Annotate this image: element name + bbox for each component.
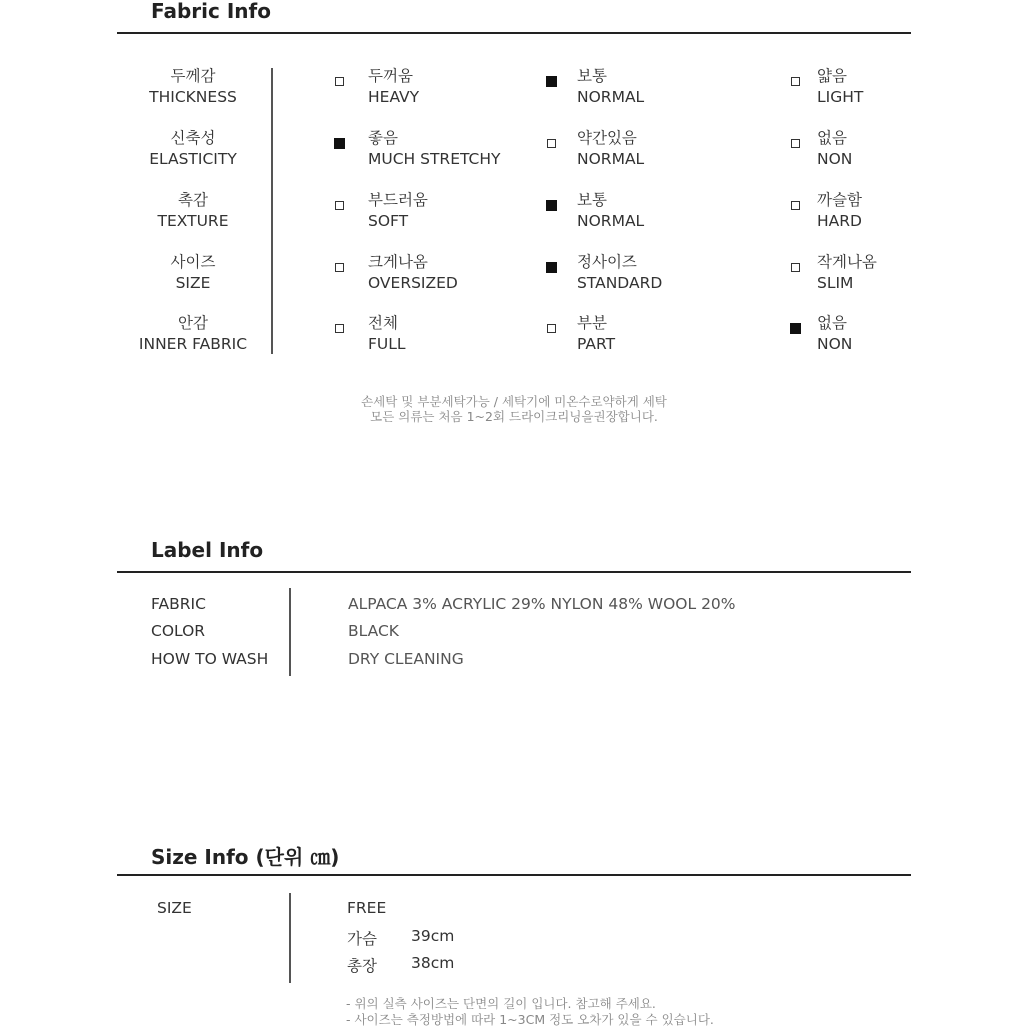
fabric-attr-ko: 사이즈 xyxy=(170,253,216,271)
fabric-option-ko: 없음 xyxy=(817,314,847,332)
fabric-option-ko: 얇음 xyxy=(817,67,847,85)
size-free: FREE xyxy=(347,899,387,917)
fabric-option-en: HARD xyxy=(817,212,862,230)
fabric-option-en: MUCH STRETCHY xyxy=(368,150,501,168)
fabric-attr-label xyxy=(113,313,273,355)
fabric-option-ko: 부드러움 xyxy=(368,191,428,209)
checkbox-empty-icon xyxy=(335,77,344,86)
fabric-option-en: PART xyxy=(577,335,616,353)
fabric-option xyxy=(817,252,877,294)
fabric-option-ko: 정사이즈 xyxy=(577,253,637,271)
care-note xyxy=(300,394,728,424)
size-note-line2: - 사이즈는 측정방법에 따라 1~3CM 정도 오차가 있을 수 있습니다. xyxy=(346,1012,714,1027)
fabric-option xyxy=(817,66,863,108)
checkbox-empty-icon xyxy=(547,324,556,333)
fabric-option xyxy=(368,313,406,355)
fabric-option-en: NORMAL xyxy=(577,212,645,230)
checkbox-checked-icon xyxy=(546,262,557,273)
fabric-option-ko: 작게나옴 xyxy=(817,253,877,271)
fabric-option-en: NON xyxy=(817,335,853,353)
fabric-attr-label xyxy=(113,66,273,108)
fabric-option-en: LIGHT xyxy=(817,88,864,106)
label-value-fabric: ALPACA 3% ACRYLIC 29% NYLON 48% WOOL 20% xyxy=(348,595,736,613)
label-value-color: BLACK xyxy=(348,622,399,640)
care-note-line1: 손세탁 및 부분세탁가능 / 세탁기에 미온수로약하게 세탁 xyxy=(361,394,667,409)
checkbox-empty-icon xyxy=(791,263,800,272)
measure-name-length: 총장 xyxy=(347,957,377,975)
fabric-option-ko: 없음 xyxy=(817,129,847,147)
fabric-option xyxy=(368,128,501,170)
fabric-option-en: SOFT xyxy=(368,212,409,230)
fabric-info-rule xyxy=(117,32,911,34)
fabric-option-en: HEAVY xyxy=(368,88,420,106)
checkbox-empty-icon xyxy=(547,139,556,148)
fabric-option-en: NORMAL xyxy=(577,150,645,168)
fabric-attr-en: INNER FABRIC xyxy=(138,335,248,353)
checkbox-checked-icon xyxy=(334,138,345,149)
size-info-rule xyxy=(117,874,911,876)
fabric-option-ko: 부분 xyxy=(577,314,607,332)
fabric-option-ko: 까슬함 xyxy=(817,191,862,209)
care-note-line2: 모든 의류는 처음 1~2회 드라이크리닝을권장합니다. xyxy=(370,409,658,424)
fabric-option-en: FULL xyxy=(368,335,406,353)
fabric-option-ko: 보통 xyxy=(577,191,607,209)
fabric-option-ko: 약간있음 xyxy=(577,129,637,147)
fabric-option-ko: 전체 xyxy=(368,314,398,332)
fabric-attr-ko: 신축성 xyxy=(170,129,216,147)
size-note-line1: - 위의 실측 사이즈는 단면의 길이 입니다. 참고해 주세요. xyxy=(346,996,656,1011)
fabric-option-en: OVERSIZED xyxy=(368,274,458,292)
measure-value-length: 38cm xyxy=(411,954,455,972)
checkbox-empty-icon xyxy=(791,77,800,86)
fabric-option-ko: 좋음 xyxy=(368,129,398,147)
fabric-option xyxy=(817,313,852,355)
checkbox-empty-icon xyxy=(335,324,344,333)
fabric-attr-ko: 안감 xyxy=(178,314,208,332)
fabric-option-ko: 두꺼움 xyxy=(368,67,413,85)
fabric-option xyxy=(577,313,615,355)
fabric-option xyxy=(368,252,458,294)
checkbox-empty-icon xyxy=(791,139,800,148)
fabric-option xyxy=(368,66,419,108)
fabric-option xyxy=(577,252,662,294)
fabric-attr-en: SIZE xyxy=(175,274,211,292)
fabric-info-title: Fabric Info xyxy=(151,0,271,23)
fabric-option-en: STANDARD xyxy=(577,274,663,292)
fabric-attr-en: THICKNESS xyxy=(149,88,237,106)
fabric-attr-label xyxy=(113,190,273,232)
fabric-option-en: SLIM xyxy=(817,274,854,292)
checkbox-checked-icon xyxy=(546,200,557,211)
fabric-option xyxy=(817,128,852,170)
size-key: SIZE xyxy=(157,899,192,917)
measure-name-chest: 가슴 xyxy=(347,930,377,948)
fabric-option xyxy=(577,66,644,108)
checkbox-empty-icon xyxy=(335,263,344,272)
fabric-attr-ko: 두께감 xyxy=(170,67,216,85)
fabric-option-ko: 보통 xyxy=(577,67,607,85)
fabric-attr-en: TEXTURE xyxy=(157,212,229,230)
fabric-attr-label xyxy=(113,128,273,170)
checkbox-checked-icon xyxy=(546,76,557,87)
fabric-attr-label xyxy=(113,252,273,294)
fabric-option xyxy=(368,190,428,232)
checkbox-checked-icon xyxy=(790,323,801,334)
label-key-fabric: FABRIC xyxy=(151,595,206,613)
fabric-attr-ko: 촉감 xyxy=(178,191,208,209)
fabric-option xyxy=(817,190,862,232)
fabric-option xyxy=(577,128,644,170)
fabric-option-en: NON xyxy=(817,150,853,168)
label-key-color: COLOR xyxy=(151,622,206,640)
measure-value-chest: 39cm xyxy=(411,927,455,945)
fabric-option-ko: 크게나옴 xyxy=(368,253,428,271)
checkbox-empty-icon xyxy=(791,201,800,210)
label-key-wash: HOW TO WASH xyxy=(151,650,269,668)
label-info-rule xyxy=(117,571,911,573)
fabric-option xyxy=(577,190,644,232)
label-divider xyxy=(289,588,291,676)
checkbox-empty-icon xyxy=(335,201,344,210)
fabric-option-en: NORMAL xyxy=(577,88,645,106)
fabric-attr-en: ELASTICITY xyxy=(149,150,237,168)
size-divider xyxy=(289,893,291,983)
label-info-title: Label Info xyxy=(151,538,264,562)
label-value-wash: DRY CLEANING xyxy=(348,650,464,668)
size-info-title: Size Info (단위 ㎝) xyxy=(151,845,340,869)
